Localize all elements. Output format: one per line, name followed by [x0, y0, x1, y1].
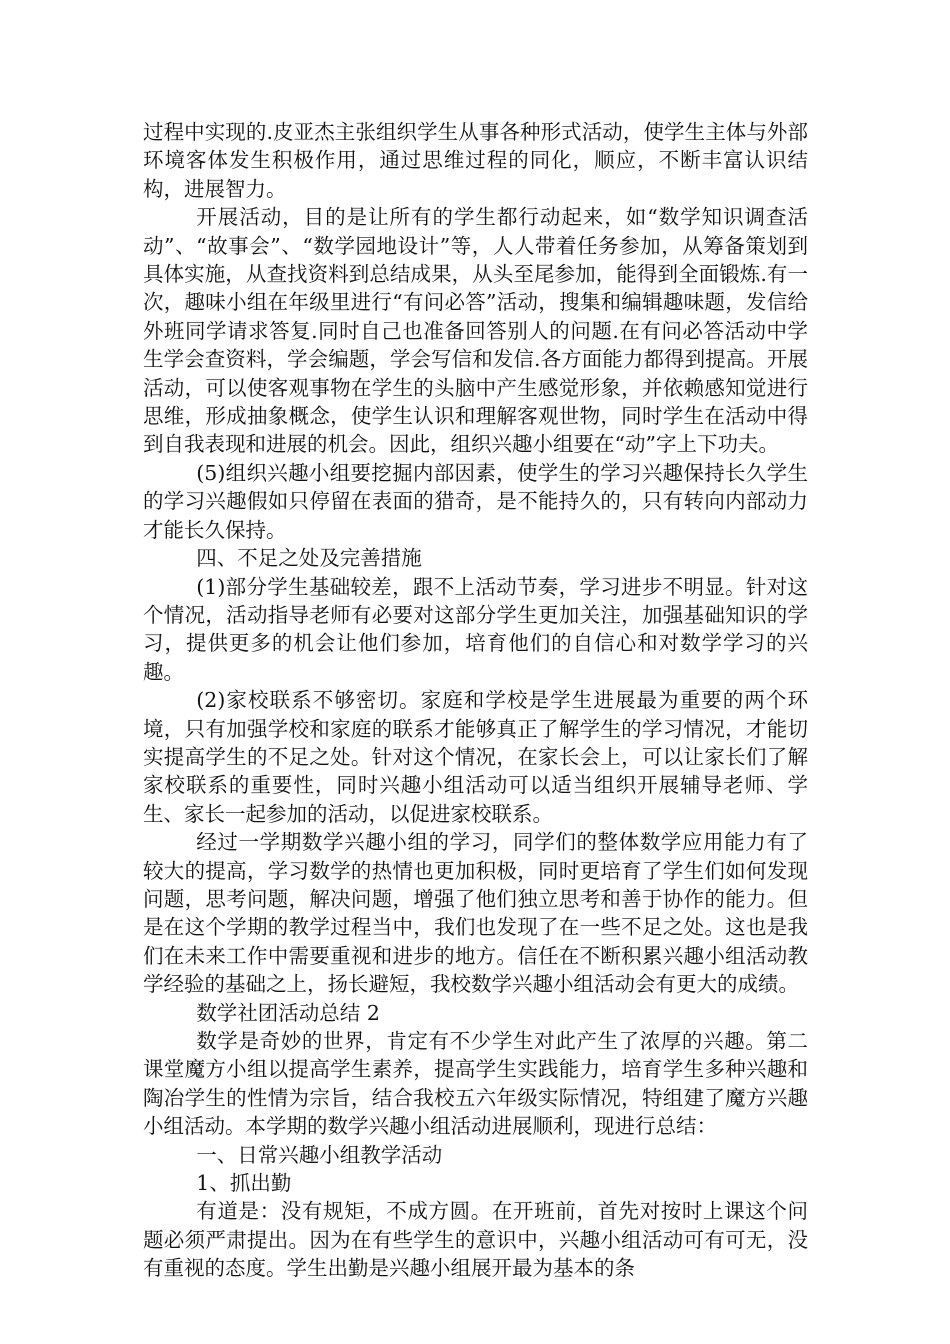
section-heading-4: 四、不足之处及完善措施 — [196, 546, 422, 571]
paragraph-9: 数学是奇妙的世界，肯定有不少学生对此产生了浓厚的兴趣。第二课堂魔方小组以提高学生素养，提高学生实践能力，培育学生多种兴趣和陶冶学生的性情为宗旨，结合我校五六年级实际情况，特组建了魔方兴趣小组活动。本学期的数学兴趣小组活动进展顺利，现进行总结： — [143, 1029, 808, 1139]
paragraph-5: (1)部分学生基础较差，跟不上活动节奏，学习进步不明显。针对这个情况，活动指导老师有必要对这部分学生更加关注，加强基础知识的学习，提供更多的机会让他们参加，培育他们的自信心和对数学学习的兴趣。 — [143, 574, 808, 684]
paragraph-7: 经过一学期数学兴趣小组的学习，同学们的整体数学应用能力有了较大的提高，学习数学的热情也更加积极，同时更培育了学生们如何发现问题，思考问题，解决问题，增强了他们独立思考和善于协作的能力。但是在这个学期的教学过程当中，我们也发现了在一些不足之处。这也是我们在未来工作中需要重视和进步的地方。信任在不断积累兴趣小组活动教学经验的基础之上，扬长避短，我校数学兴趣小组活动会有更大的成绩。 — [143, 830, 808, 997]
paragraph-12: 有道是：没有规矩，不成方圆。在开班前，首先对按时上课这个问题必须严肃提出。因为在有些学生的意识中，兴趣小组活动可有可无，没有重视的态度。学生出勤是兴趣小组展开最为基本的条 — [143, 1199, 808, 1281]
paragraph-3: (5)组织兴趣小组要挖掘内部因素，使学生的学习兴趣保持长久学生的学习兴趣假如只停留在表面的猎奇，是不能持久的，只有转向内部动力才能长久保持。 — [143, 460, 808, 542]
paragraph-1: 过程中实现的.皮亚杰主张组织学生从事各种形式活动，使学生主体与外部环境客体发生积极作用，通过思维过程的同化，顺应，不断丰富认识结构，进展智力。 — [143, 120, 808, 201]
subsection-heading-1: 1、抓出勤 — [196, 1171, 292, 1196]
paragraph-2: 开展活动，目的是让所有的学生都行动起来，如“数学知识调查活动”、“故事会”、“数学园地设计”等，人人带着任务参加，从筹备策划到具体实施，从查找资料到总结成果，从头至尾参加，能得到全面锻炼.有一次，趣味小组在年级里进行“有问必答”活动，搜集和编辑趣味题，发信给外班同学请求答复.同时自己也准备回答别人的问题.在有问必答活动中学生学会查资料，学会编题，学会写信和发信.各方面能力都得到提高。开展活动，可以使客观事物在学生的头脑中产生感觉形象，并依赖感知觉进行思维，形成抽象概念，使学生认识和理解客观世物，同时学生在活动中得到自我表现和进展的机会。因此，组织兴趣小组要在“动”字上下功夫。 — [143, 205, 808, 457]
section-title-2: 数学社团活动总结 2 — [196, 1000, 380, 1025]
document-page — [143, 118, 808, 1283]
paragraph-6: (2)家校联系不够密切。家庭和学校是学生进展最为重要的两个环境，只有加强学校和家庭的联系才能够真正了解学生的学习情况，才能切实提高学生的不足之处。针对这个情况，在家长会上，可以让家长们了解家校联系的重要性，同时兴趣小组活动可以适当组织开展辅导老师、学生、家长一起参加的活动，以促进家校联系。 — [143, 688, 808, 826]
section-heading-1: 一、日常兴趣小组教学活动 — [196, 1142, 443, 1167]
